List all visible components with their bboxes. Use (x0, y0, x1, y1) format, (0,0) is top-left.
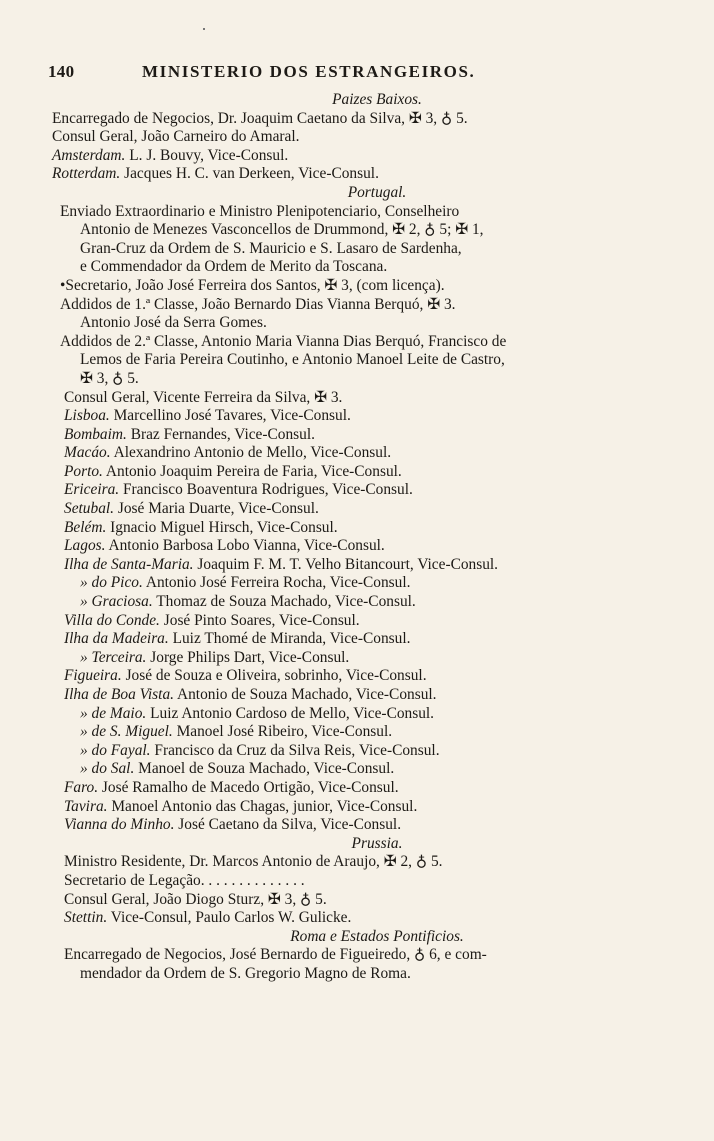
line-text: L. J. Bouvy, Vice-Consul. (125, 146, 289, 164)
text-line (0, 240, 714, 259)
line-text: Lemos de Faria Pereira Coutinho, e Antonio Manoel Leite de Castro, (80, 351, 505, 369)
line-text: Jacques H. C. van Derkeen, Vice-Consul. (120, 165, 379, 183)
place-label: Ericeira. (64, 481, 120, 499)
line-text: Manoel de Souza Machado, Vice-Consul. (134, 760, 395, 778)
text-line (0, 667, 714, 686)
line-text: Antonio Joaquim Pereira de Faria, Vice-Consul. (102, 462, 402, 480)
text-line (0, 333, 714, 352)
text-body (0, 91, 714, 984)
place-label: Amsterdam. (52, 146, 126, 164)
text-line (0, 370, 714, 389)
line-text: Antonio José da Serra Gomes. (80, 314, 267, 332)
place-label: Stettin. (64, 909, 108, 927)
section-heading (0, 835, 714, 854)
text-line (0, 891, 714, 910)
place-label: Vianna do Minho. (64, 816, 175, 834)
line-text: Antonio de Souza Machado, Vice-Consul. (174, 686, 437, 703)
line-text: Prussia. (351, 834, 403, 852)
line-text: Paizes Baixos. (332, 91, 422, 108)
line-text: Francisco Boaventura Rodrigues, Vice-Consul. (119, 481, 413, 499)
text-line (0, 965, 714, 984)
place-label: » do Fayal. (80, 741, 151, 759)
text-line (0, 742, 714, 761)
place-label: Ilha de Boa Vista. (64, 686, 174, 703)
line-text: Antonio José Ferreira Rocha, Vice-Consul. (142, 574, 411, 592)
place-label: Porto. (64, 462, 103, 480)
ink-speck (203, 28, 205, 30)
line-text: Luiz Antonio Cardoso de Mello, Vice-Consul. (146, 704, 435, 722)
text-line (0, 798, 714, 817)
text-line (0, 389, 714, 408)
place-label: Belém. (64, 518, 107, 536)
place-label: Macáo. (64, 444, 111, 462)
text-line (0, 463, 714, 482)
text-line (0, 760, 714, 779)
line-text: Thomaz de Souza Machado, Vice-Consul. (152, 593, 416, 611)
text-line (0, 537, 714, 556)
text-line (0, 779, 714, 798)
line-text: Portugal. (347, 183, 407, 201)
section-heading (0, 91, 714, 110)
line-text: Enviado Extraordinario e Ministro Plenipotenciario, Conselheiro (60, 202, 460, 220)
line-text: Manoel José Ribeiro, Vice-Consul. (172, 723, 393, 741)
text-line (0, 816, 714, 835)
place-label: Figueira. (64, 667, 122, 685)
line-text: Braz Fernandes, Vice-Consul. (126, 425, 315, 443)
text-line (0, 705, 714, 724)
line-text: Addidos de 1.ª Classe, João Bernardo Dias Vianna Berquó, ✠ 3. (60, 295, 456, 313)
place-label: Ilha de Santa-Maria. (64, 555, 194, 573)
line-text: ✠ 3, ♁ 5. (80, 369, 139, 387)
line-text: •Secretario, João José Ferreira dos Santos, ✠ 3, (com licença). (60, 276, 445, 294)
text-line (0, 686, 714, 705)
line-text: Gran-Cruz da Ordem de S. Mauricio e S. Lasaro de Sardenha, (80, 239, 462, 257)
text-line (0, 277, 714, 296)
text-line (0, 128, 714, 147)
line-text: José Pinto Soares, Vice-Consul. (159, 611, 360, 629)
text-line (0, 630, 714, 649)
place-label: Faro. (64, 778, 99, 796)
place-label: » do Sal. (80, 760, 135, 778)
line-text: Consul Geral, João Diogo Sturz, ✠ 3, ♁ 5. (64, 890, 327, 908)
text-line (0, 723, 714, 742)
place-label: » Terceira. (80, 648, 147, 666)
line-text: Ignacio Miguel Hirsch, Vice-Consul. (106, 518, 338, 536)
line-text: Encarregado de Negocios, Dr. Joaquim Caetano da Silva, ✠ 3, ♁ 5. (52, 109, 468, 127)
place-label: Tavira. (64, 797, 108, 815)
text-line (0, 221, 714, 240)
text-line (0, 853, 714, 872)
line-text: Manoel Antonio das Chagas, junior, Vice-Consul. (107, 797, 418, 815)
text-line (0, 407, 714, 426)
text-line (0, 649, 714, 668)
text-line (0, 110, 714, 129)
line-text: Vice-Consul, Paulo Carlos W. Gulicke. (107, 909, 352, 927)
text-line (0, 351, 714, 370)
text-line (0, 165, 714, 184)
place-label: Rotterdam. (52, 165, 121, 183)
line-text: Antonio de Menezes Vasconcellos de Drummond, ✠ 2, ♁ 5; ✠ 1, (80, 221, 484, 239)
line-text: Secretario de Legação. . . . . . . . . . . . . . (64, 871, 305, 889)
running-title: MINISTERIO DOS ESTRANGEIROS. (142, 62, 476, 81)
section-heading (0, 184, 714, 203)
section-heading (0, 928, 714, 947)
text-line (0, 500, 714, 519)
line-text: Jorge Philips Dart, Vice-Consul. (146, 648, 350, 666)
line-text: Alexandrino Antonio de Mello, Vice-Consul. (110, 444, 392, 462)
place-label: Villa do Conde. (64, 611, 160, 629)
text-line (0, 519, 714, 538)
line-text: José Ramalho de Macedo Ortigão, Vice-Consul. (98, 778, 399, 796)
place-label: Setubal. (64, 500, 115, 518)
line-text: Roma e Estados Pontificios. (290, 927, 464, 945)
text-line (0, 481, 714, 500)
text-line (0, 147, 714, 166)
line-text: Joaquim F. M. T. Velho Bitancourt, Vice-Consul. (193, 555, 499, 573)
line-text: José Caetano da Silva, Vice-Consul. (174, 816, 402, 834)
place-label: Bombaim. (64, 425, 127, 443)
text-line (0, 426, 714, 445)
line-text: Consul Geral, Vicente Ferreira da Silva, ✠ 3. (64, 388, 343, 406)
line-text: José Maria Duarte, Vice-Consul. (114, 500, 319, 518)
line-text: José de Souza e Oliveira, sobrinho, Vice-Consul. (121, 667, 427, 685)
line-text: Consul Geral, João Carneiro do Amaral. (52, 128, 300, 146)
place-label: » Graciosa. (80, 593, 153, 611)
text-line (0, 909, 714, 928)
text-line (0, 203, 714, 222)
text-line (0, 872, 714, 891)
text-line (0, 556, 714, 575)
line-text: mendador da Ordem de S. Gregorio Magno de Roma. (80, 964, 411, 982)
place-label: Lisboa. (64, 407, 110, 425)
line-text: Encarregado de Negocios, José Bernardo de Figueiredo, ♁ 6, e com- (64, 946, 487, 964)
text-line (0, 593, 714, 612)
line-text: Antonio Barbosa Lobo Vianna, Vice-Consul. (105, 537, 385, 555)
text-line (0, 314, 714, 333)
text-line (0, 444, 714, 463)
text-line (0, 258, 714, 277)
place-label: » de S. Miguel. (80, 723, 173, 741)
line-text: Francisco da Cruz da Silva Reis, Vice-Consul. (150, 741, 440, 759)
place-label: Lagos. (64, 537, 106, 555)
text-line (0, 946, 714, 965)
place-label: » de Maio. (80, 704, 147, 722)
text-line (0, 612, 714, 631)
line-text: e Commendador da Ordem de Merito da Toscana. (80, 258, 388, 276)
line-text: Addidos de 2.ª Classe, Antonio Maria Vianna Dias Berquó, Francisco de (60, 332, 507, 350)
line-text: Luiz Thomé de Miranda, Vice-Consul. (168, 630, 411, 648)
place-label: » do Pico. (80, 574, 143, 592)
line-text: Marcellino José Tavares, Vice-Consul. (109, 407, 351, 425)
line-text: Ministro Residente, Dr. Marcos Antonio de Araujo, ✠ 2, ♁ 5. (64, 853, 443, 871)
page-header (40, 62, 640, 86)
text-line (0, 296, 714, 315)
text-line (0, 574, 714, 593)
place-label: Ilha da Madeira. (64, 630, 169, 648)
page-number: 140 (48, 62, 75, 81)
